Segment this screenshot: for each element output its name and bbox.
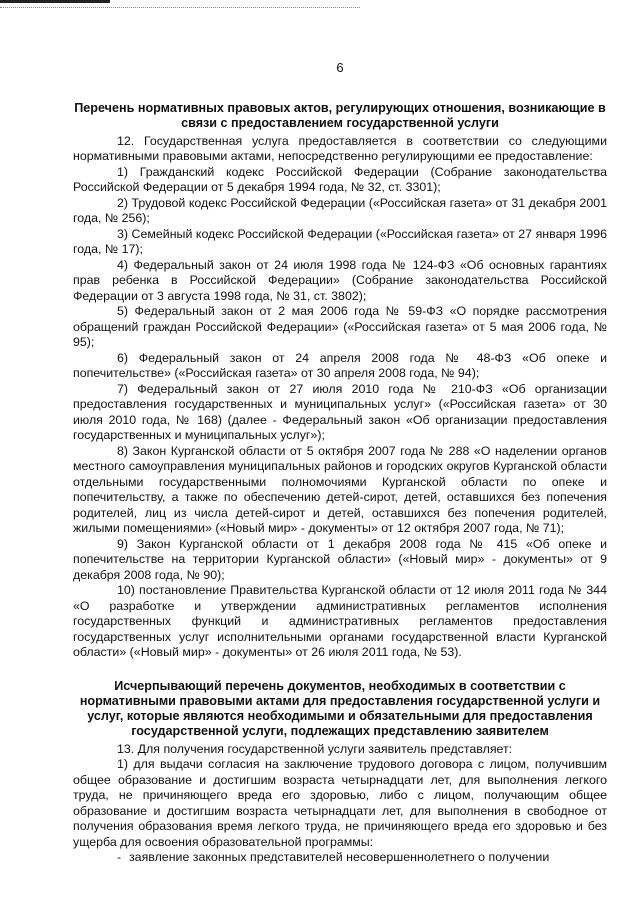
section-heading-legal-acts: Перечень нормативных правовых актов, регулирующих отношения, возникающие в связи с предоставлением государственной услуги [74, 100, 606, 130]
scan-edge-dots [0, 7, 360, 10]
dash-list-item [73, 850, 607, 866]
list-item: 7) Федеральный закон от 27 июля 2010 года № 210-ФЗ «Об организации предоставления государственных и муниципальных услуг» («Российская газета» от 30 июля 2010 года, № 168) (далее - Федеральный закон «Об организации предоставления государственных и муниципальных услуг»); [73, 381, 607, 442]
document-page [73, 60, 607, 866]
list-item: 1) для выдачи согласия на заключение трудового договора с лицом, получившим общее образование и достигшим возраста четырнадцати лет, для выполнения легкого труда, не причиняющего вреда его здоровью, либо с лицом, получающим общее образование и достигшим возраста четырнадцати лет, для выполнения в свободное от получения образования время легкого труда, не причиняющего вреда его здоровью и без ущерба для освоения образовательной программы: [73, 757, 607, 849]
list-item: 4) Федеральный закон от 24 июля 1998 года № 124-ФЗ «Об основных гарантиях прав ребенка в Российской Федерации» (Собрание законодательства Российской Федерации от 3 августа 1998 года, № 31, ст. 3802); [73, 257, 607, 303]
paragraph: 13. Для получения государственной услуги заявитель представляет: [117, 741, 513, 756]
list-item: 6) Федеральный закон от 24 апреля 2008 года № 48-ФЗ «Об опеке и попечительстве» («Российская газета» от 30 апреля 2008 года, № 94); [73, 350, 607, 380]
scan-edge-mark [0, 0, 110, 3]
page-number: 6 [336, 60, 344, 75]
paragraph: 12. Государственная услуга предоставляется в соответствии со следующими нормативными правовыми актами, непосредственно регулирующими ее предоставление: [73, 133, 607, 163]
list-item: 5) Федеральный закон от 2 мая 2006 года № 59-ФЗ «О порядке рассмотрения обращений граждан Российской Федерации» («Российская газета» от 5 мая 2006 года, № 95); [73, 304, 607, 349]
list-item: 1) Гражданский кодекс Российской Федерации (Собрание законодательства Российской Федерации от 5 декабря 1994 года, № 32, ст. 3301); [73, 164, 607, 194]
section-heading-documents: Исчерпывающий перечень документов, необходимых в соответствии с нормативными правовыми актами для предоставления государственной услуги и услуг, которые являются необходимыми и обязательными для предоставления государственной услуги, подлежащих представлению заявителем [79, 678, 601, 738]
list-item: 3) Семейный кодекс Российской Федерации («Российская газета» от 27 января 1996 года, № 17); [73, 226, 607, 256]
list-item: 8) Закон Курганской области от 5 октября 2007 года № 288 «О наделении органов местного самоуправления муниципальных районов и городских округов Курганской области отдельными государственными полномочиями Курганской области по опеке и попечительству, а также по обеспечению детей-сирот, детей, оставшихся без попечения родителей, лиц из числа детей-сирот и детей, оставшихся без попечения родителей, жилыми помещениями» («Новый мир» - документы» от 12 октября 2007 года, № 71); [73, 443, 607, 535]
dash-list-item-text: заявление законных представителей несовершеннолетнего о получении [129, 850, 550, 864]
list-item: 10) постановление Правительства Курганской области от 12 июля 2011 года № 344 «О разработке и утверждении административных регламентов исполнения государственных функций и административных регламентов предоставления государственных услуг исполнительными органами государственной власти Курганской области» («Новый мир» - документы» от 26 июля 2011 года, № 53). [73, 583, 607, 659]
list-item: 2) Трудовой кодекс Российской Федерации («Российская газета» от 31 декабря 2001 года, № 256); [73, 195, 607, 225]
list-item: 9) Закон Курганской области от 1 декабря 2008 года № 415 «Об опеке и попечительстве на территории Курганской области» («Новый мир» - документы» от 9 декабря 2008 года, № 90); [73, 536, 607, 582]
